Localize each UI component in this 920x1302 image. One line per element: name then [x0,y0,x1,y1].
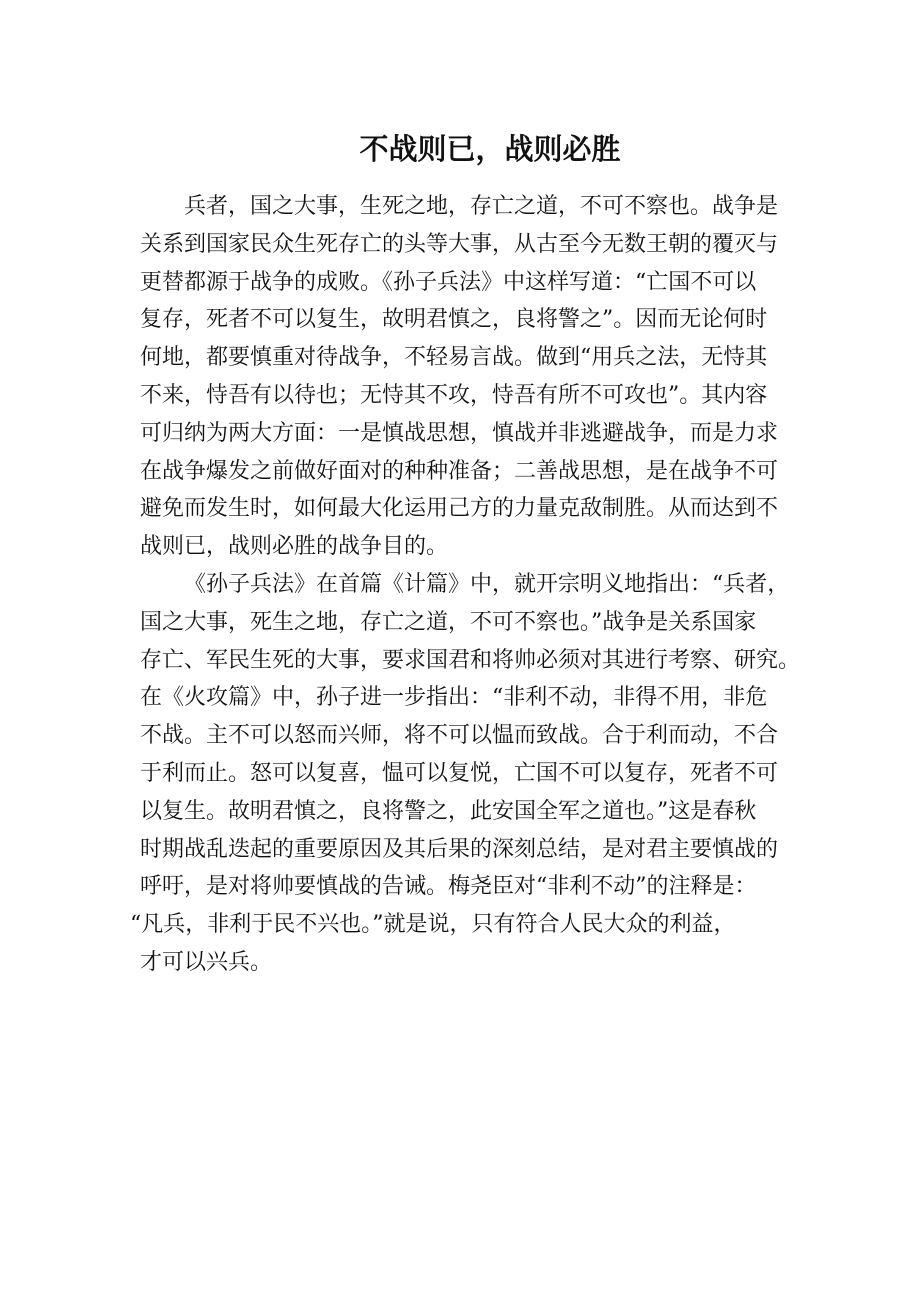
paragraph-1-line: 不来，恃吾有以待也；无恃其不攻，恃吾有所不可攻也”。其内容 [140,382,768,408]
document-title: 不战则已，战则必胜 [359,132,621,166]
paragraph-2-line: 《孙子兵法》在首篇《计篇》中，就开宗明义地指出：“兵者， [184,571,790,597]
paragraph-1-line: 可归纳为两大方面：一是慎战思想，慎战并非逃避战争，而是力求 [140,420,779,446]
paragraph-2-line: 呼吁，是对将帅要慎战的告诫。梅尧臣对“非利不动”的注释是： [140,874,757,900]
paragraph-2-line: 在《火攻篇》中，孙子进一步指出：“非利不动，非得不用，非危 [140,685,768,711]
paragraph-1-line: 何地，都要慎重对待战争，不轻易言战。做到“用兵之法，无恃其 [140,345,768,371]
paragraph-1-line: 复存，死者不可以复生，故明君慎之，良将警之”。因而无论何时 [140,307,768,333]
paragraph-2-line: 时期战乱迭起的重要原因及其后果的深刻总结，是对君主要慎战的 [140,836,779,862]
paragraph-2-line: 于利而止。怒可以复喜，愠可以复悦，亡国不可以复存，死者不可 [140,760,779,786]
paragraph-1-line: 避免而发生时，如何最大化运用己方的力量克敌制胜。从而达到不 [140,496,779,522]
paragraph-1-line: 兵者，国之大事，生死之地，存亡之道，不可不察也。战争是 [184,194,779,219]
paragraph-1-line: 关系到国家民众生死存亡的头等大事，从古至今无数王朝的覆灭与 [140,231,779,257]
document-body [130,188,801,982]
paragraph-1-line: 战则已，战则必胜的战争目的。 [140,534,449,560]
paragraph-1-line: 在战争爆发之前做好面对的种种准备；二善战思想，是在战争不可 [140,458,779,484]
paragraph-2-line: 才可以兴兵。 [140,949,273,975]
paragraph-2-line: “凡兵，非利于民不兴也。”就是说，只有符合人民大众的利益， [130,912,736,938]
paragraph-2-line: 国之大事，死生之地，存亡之道，不可不察也。”战争是关系国家 [140,609,757,635]
paragraph-2-line: 不战。主不可以怒而兴师，将不可以愠而致战。合于利而动，不合 [140,723,779,749]
paragraph-2-line: 以复生。故明君慎之，良将警之，此安国全军之道也。”这是春秋 [140,798,757,824]
paragraph-1-line: 更替都源于战争的成败。《孙子兵法》中这样写道：“亡国不可以 [140,269,757,295]
paragraph-2-line: 存亡、军民生死的大事，要求国君和将帅必须对其进行考察、研究。 [140,647,801,673]
